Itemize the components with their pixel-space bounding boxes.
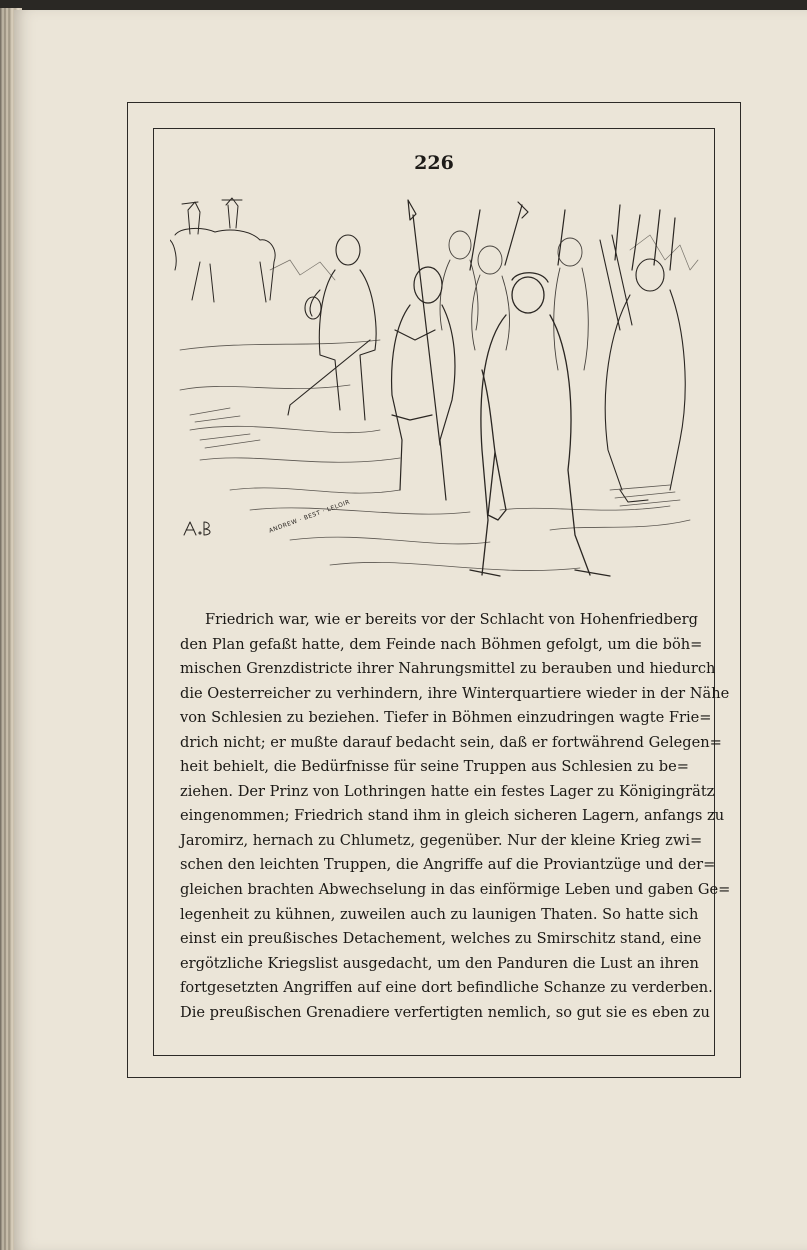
artist-monogram — [184, 522, 210, 535]
text-line: die Oesterreicher zu verhindern, ihre Winterquartiere wieder in der Nähe — [180, 684, 730, 702]
text-line: von Schlesien zu beziehen. Tiefer in Böhmen einzudringen wagte Frie= — [180, 709, 712, 727]
ground-hatching — [180, 340, 690, 571]
text-line: eingenommen; Friedrich stand ihm in gleich sicheren Lagern, anfangs zu — [180, 807, 725, 825]
text-line: Die preußischen Grenadiere verfertigten nemlich, so gut sie es eben zu — [180, 1003, 710, 1021]
peasant-left — [288, 235, 376, 420]
text-line: den Plan gefaßt hatte, dem Feinde nach Böhmen gefolgt, um die böh= — [180, 635, 703, 653]
engraving-illustration — [170, 190, 700, 590]
body-text — [180, 608, 731, 1025]
engraver-signature: ANDREW · BEST · LELOIR — [268, 498, 352, 535]
text-line: legenheit zu kühnen, zuweilen auch zu launigen Thaten. So hatte sich — [180, 905, 699, 923]
page-number: 226 — [414, 152, 454, 174]
text-line: Friedrich war, wie er bereits vor der Schlacht von Hohenfriedberg — [205, 611, 698, 628]
crowd-figures — [440, 231, 588, 370]
text-line: schen den leichten Truppen, die Angriffe auf die Proviantzüge und der= — [180, 856, 716, 874]
text-line: einst ein preußisches Detachement, welches zu Smirschitz stand, eine — [180, 930, 702, 948]
text-line: heit behielt, die Bedürfnisse für seine Truppen aus Schlesien zu be= — [180, 758, 689, 776]
text-line: ergötzliche Kriegslist ausgedacht, um den Panduren die Lust an ihren — [180, 954, 699, 972]
text-line: drich nicht; er mußte darauf bedacht sein, daß er fortwährend Gelegen= — [180, 733, 722, 751]
text-line: ziehen. Der Prinz von Lothringen hatte ein festes Lager zu Königingrätz — [180, 782, 715, 800]
text-line: fortgesetzten Angriffen auf eine dort befindliche Schanze zu verderben. — [180, 979, 713, 997]
peasant-with-pike — [392, 200, 455, 500]
text-line: Jaromirz, hernach zu Chlumetz, gegenüber. Nur der kleine Krieg zwi= — [180, 831, 703, 849]
mounted-officers — [170, 198, 275, 302]
peasant-right — [600, 235, 685, 502]
text-line: mischen Grenzdistricte ihrer Nahrungsmittel zu berauben und hiedurch — [180, 660, 716, 678]
text-line: gleichen brachten Abwechselung in das einförmige Leben und gaben Ge= — [180, 881, 731, 899]
foreground-figure-with-spade — [470, 273, 610, 576]
